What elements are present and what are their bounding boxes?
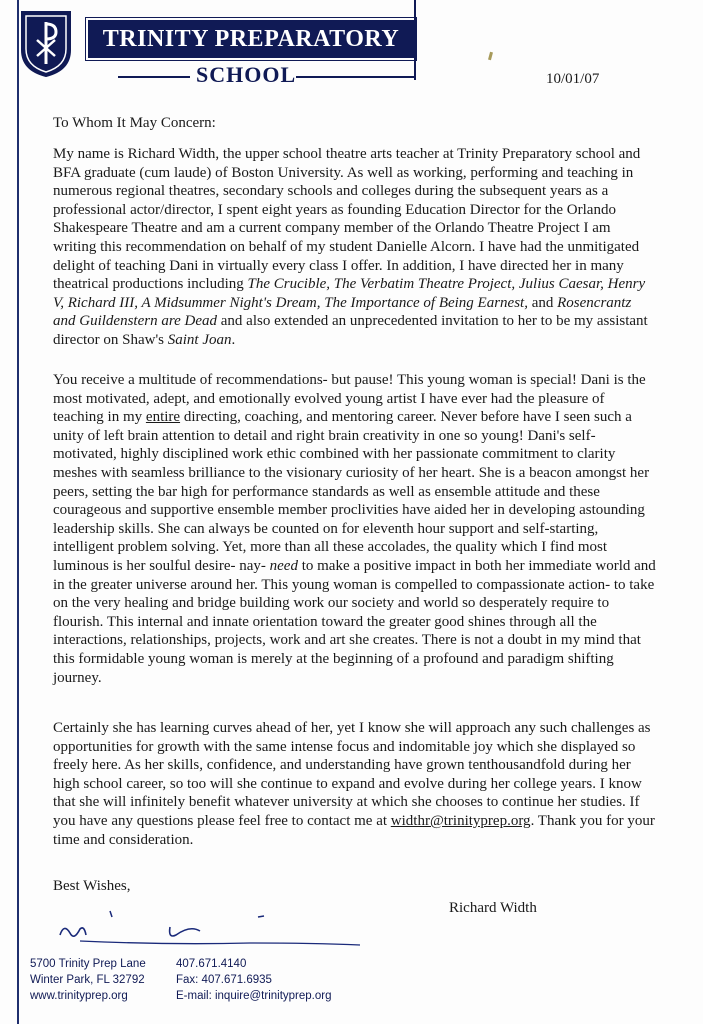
letter-date: 10/01/07 xyxy=(546,71,600,87)
emphasis-need: need xyxy=(269,557,298,574)
closing-phrase: Best Wishes, xyxy=(53,878,131,894)
phone-number: 407.671.4140 xyxy=(176,958,247,970)
paragraph1-text-b: and xyxy=(527,294,558,311)
footer-contact xyxy=(176,956,376,1004)
header-divider-rule xyxy=(414,0,416,80)
paragraph1-text-d: . xyxy=(231,331,236,348)
website-link[interactable]: www.trinityprep.org xyxy=(30,990,128,1002)
scan-mark xyxy=(488,52,493,61)
salutation: To Whom It May Concern: xyxy=(53,115,216,131)
paragraph3-text-a: Certainly she has learning curves ahead of her, yet I know she will approach any such challenges as opportunities for growth with the same intense focus and indomitable joy which she displayed so freely here. As her skills, confidence, and understanding have grown tenthousandfold during her high school career, so too will she continue to expand and evolve during her college years. I know that she will infinitely benefit whatever university at which she chooses to continue her studies. If you have any questions please feel free to contact me at xyxy=(53,720,651,829)
handwritten-signature-icon xyxy=(50,905,370,955)
footer-address xyxy=(30,956,190,1004)
signer-name: Richard Width xyxy=(449,900,537,916)
address-line-1: 5700 Trinity Prep Lane xyxy=(30,958,146,970)
fax-number: Fax: 407.671.6935 xyxy=(176,974,272,986)
contact-email-link[interactable]: widthr@trinityprep.org xyxy=(390,812,531,829)
school-name-banner xyxy=(88,20,414,58)
productions-list: The Crucible, The Verbatim Theatre Project, Julius Caesar, Henry V, Richard III, A Midsummer Night's Dream, The Importance of Being Earnest, xyxy=(53,276,646,311)
school-name: TRINITY PREPARATORY xyxy=(102,26,400,52)
subtitle-rule-left xyxy=(118,76,190,78)
subtitle-rule-right xyxy=(296,76,414,78)
school-subtitle-row xyxy=(118,62,414,88)
paragraph-introduction xyxy=(53,145,656,350)
shield-chi-rho-crest-icon xyxy=(20,10,72,78)
emphasis-entire: entire xyxy=(145,409,181,426)
paragraph3-text-b: . Thank you for your time and consideration. xyxy=(53,812,655,848)
paragraph2-text-a: You receive a multitude of recommendations- but pause! This young woman is special! Dani is the most motivated, adept, and emotionally evolved young artist I have ever had the pleasure of teaching in my xyxy=(53,372,646,426)
left-margin-rule xyxy=(17,0,19,1024)
footer-email[interactable]: E-mail: inquire@trinityprep.org xyxy=(176,990,332,1002)
paragraph-praise xyxy=(53,371,656,687)
paragraph1-text-c: and also extended an unprecedented invitation to her to be my assistant director on Shaw's xyxy=(53,313,648,348)
paragraph1-text-a: My name is Richard Width, the upper school theatre arts teacher at Trinity Preparatory school and BFA graduate (cum laude) of Boston University. As well as working, performing and teaching in numerous regional theatres, secondary schools and colleges during the subsequent years as a professional actor/director, I spent eight years as founding Education Director for the Orlando Shakespeare Theatre and am a current company member of the Orlando Theatre Project I am writing this recommendation on behalf of my student Danielle Alcorn. I have had the unmitigated delight of teaching Dani in virtually every class I offer. In addition, I have directed her in many theatrical productions including xyxy=(53,146,641,293)
address-line-2: Winter Park, FL 32792 xyxy=(30,974,145,986)
production-saint-joan: Saint Joan xyxy=(167,331,232,348)
paragraph2-text-b: directing, coaching, and mentoring career. Never before have I seen such a unity of left brain attention to detail and right brain creativity in one so young! Dani's self-motivated, highly disciplined work ethic combined with her passionate commitment to clarity meshes with seamless brilliance to the visionary curiosity of her heart. She is a beacon amongst her peers, setting the bar high for performance standards as well as ensemble attitude and these courageous and supportive ensemble member proclivities have aided her in developing astounding leadership skills. She can always be counted on for eleventh hour support and self-starting, intelligent problem solving. Yet, more than all these accolades, the quality which I find most luminous is her soulful desire- nay- xyxy=(53,409,650,574)
paragraph-closing xyxy=(53,719,656,849)
school-subtitle: SCHOOL xyxy=(196,62,297,87)
paragraph2-text-c: to make a positive impact in both her immediate world and in the greater universe around her. This young woman is compelled to compassionate action- to take on the very healing and bridge building work our society and world so desperately require to flourish. This internal and innate orientation toward the greater good shines through all the interactions, relationships, projects, work and art she creates. There is not a doubt in my mind that this formidable young woman is merely at the beginning of a profound and paradigm shifting journey. xyxy=(53,557,656,686)
production-rosencrantz: Rosencrantz and Guildenstern are Dead xyxy=(53,294,632,330)
